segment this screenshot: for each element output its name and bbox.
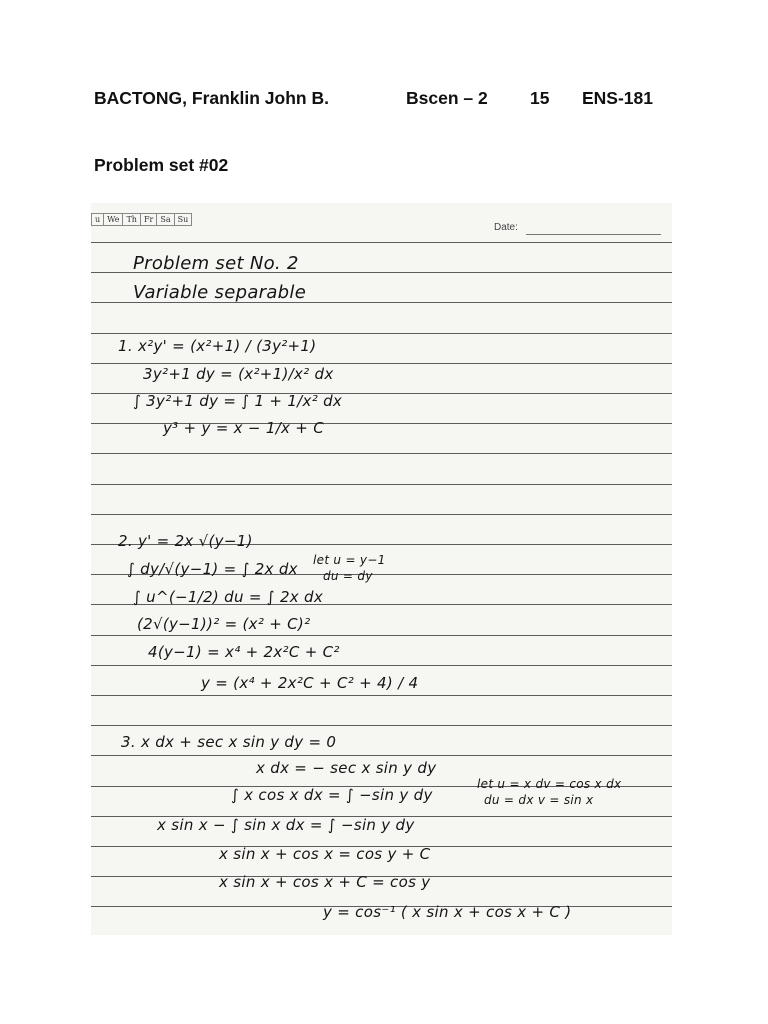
day-box: Sa	[156, 213, 174, 226]
notebook-rule-line	[91, 242, 672, 243]
notebook-rule-line	[91, 514, 672, 515]
notebook-photo	[91, 203, 672, 935]
weekday-boxes	[91, 213, 191, 226]
date-label: Date:	[494, 222, 518, 233]
p2-line-2: ∫ dy/√(y−1) = ∫ 2x dx	[127, 560, 298, 578]
subject-code: ENS-181	[582, 88, 654, 108]
p3-parts-2: du = dx v = sin x	[484, 793, 594, 807]
notebook-rule-line	[91, 725, 672, 726]
p1-line-2: 3y²+1 dy = (x²+1)/x² dx	[143, 365, 334, 383]
notebook-rule-line	[91, 755, 672, 756]
p3-line-2: x dx = − sec x sin y dy	[256, 759, 437, 777]
document-title: Problem set #02	[94, 155, 229, 175]
p3-line-3: ∫ x cos x dx = ∫ −sin y dy	[231, 786, 433, 804]
p3-line-6: x sin x + cos x + C = cos y	[219, 873, 431, 891]
p2-substitution-2: du = dy	[323, 569, 373, 583]
notebook-rule-line	[91, 665, 672, 666]
course-code: Bscen – 2	[406, 88, 488, 108]
p3-line-7: y = cos⁻¹ ( x sin x + cos x + C )	[323, 903, 572, 921]
notebook-rule-line	[91, 484, 672, 485]
student-name: BACTONG, Franklin John B.	[94, 88, 329, 108]
notebook-rule-line	[91, 695, 672, 696]
notebook-rule-line	[91, 453, 672, 454]
p3-parts-1: let u = x dv = cos x dx	[477, 777, 622, 791]
p3-line-1: 3. x dx + sec x sin y dy = 0	[121, 733, 337, 751]
p2-line-6: y = (x⁴ + 2x²C + C² + 4) / 4	[201, 674, 419, 692]
day-box: Th	[122, 213, 141, 226]
p1-line-4: y³ + y = x − 1/x + C	[163, 419, 325, 437]
notebook-rule-line	[91, 363, 672, 364]
notebook-rule-line	[91, 635, 672, 636]
class-number: 15	[530, 88, 550, 108]
notebook-subheading: Variable separable	[133, 282, 307, 303]
p2-line-5: 4(y−1) = x⁴ + 2x²C + C²	[148, 643, 340, 661]
notebook-heading: Problem set No. 2	[133, 253, 299, 274]
day-box: u	[91, 213, 104, 226]
p2-line-4: (2√(y−1))² = (x² + C)²	[137, 615, 311, 633]
p1-line-3: ∫ 3y²+1 dy = ∫ 1 + 1/x² dx	[133, 392, 343, 410]
date-line	[526, 234, 661, 235]
p2-substitution-1: let u = y−1	[313, 553, 386, 567]
day-box: Fr	[140, 213, 157, 226]
p1-line-1: 1. x²y' = (x²+1) / (3y²+1)	[118, 337, 317, 355]
p2-line-3: ∫ u^(−1/2) du = ∫ 2x dx	[133, 588, 324, 606]
p3-line-5: x sin x + cos x = cos y + C	[219, 845, 431, 863]
p2-line-1: 2. y' = 2x √(y−1)	[118, 532, 253, 550]
day-box: Su	[174, 213, 193, 226]
notebook-rule-line	[91, 333, 672, 334]
day-box: We	[103, 213, 123, 226]
p3-line-4: x sin x − ∫ sin x dx = ∫ −sin y dy	[157, 816, 415, 834]
